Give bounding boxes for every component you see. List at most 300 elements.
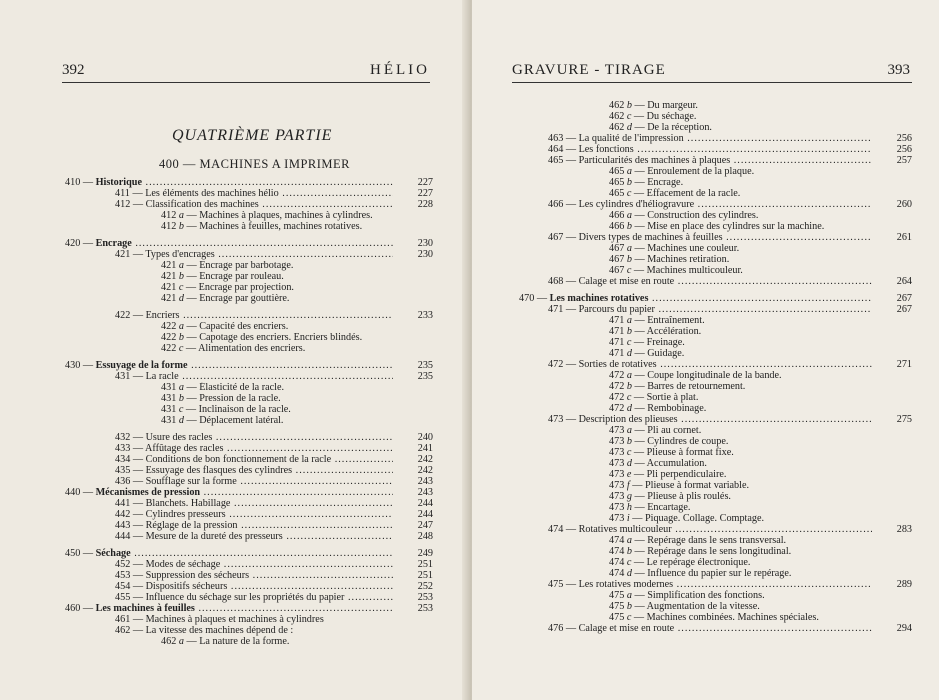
toc-entry-page: 289 (896, 579, 912, 590)
toc-entry-code: 444 (115, 531, 133, 542)
toc-entry (60, 271, 433, 282)
toc-entry-text: 460 — Les machines à feuilles ..... (65, 603, 393, 614)
right-page (472, 0, 939, 700)
toc-entry-label: Essuyage de la forme (95, 360, 188, 371)
toc-entry-sub: f (626, 480, 633, 491)
toc-entry (548, 326, 912, 337)
toc-entry-label: Les éléments des machines hélio (145, 188, 279, 199)
toc-entry-label: Plieuse à plis roulés. (647, 491, 731, 502)
toc-entry-text: 441 — Blanchets. Habillage ..... (115, 498, 393, 509)
toc-entry-code: 472 (609, 392, 627, 403)
toc-entry-page: 247 (417, 520, 433, 531)
toc-entry-text: 431 a — Élasticité de la racle. (161, 382, 285, 393)
toc-entry-page: 235 (417, 360, 433, 371)
toc-entry (548, 425, 912, 436)
toc-entry-text: 474 b — Repérage dans le sens longitudinal. (609, 546, 792, 557)
toc-entry-text: 467 c — Machines multicouleur. (609, 265, 743, 276)
toc-entry-text: 467 a — Machines une couleur. (609, 243, 740, 254)
toc-entry-sub: a (626, 210, 635, 221)
toc-entry-page: 251 (417, 559, 433, 570)
toc-entry-page: 233 (417, 310, 433, 321)
toc-entry-label: Machines à plaques et machines à cylindres (145, 614, 324, 625)
toc-entry-text: 421 b — Encrage par rouleau. (161, 271, 284, 282)
toc-entry-code: 465 (609, 166, 627, 177)
toc-entry-code: 475 (609, 601, 627, 612)
toc-entry-text: 421 c — Encrage par projection. (161, 282, 294, 293)
toc-entry-sub: b (626, 326, 635, 337)
toc-entry-sub: b (626, 381, 635, 392)
toc-entry-sub: c (626, 392, 634, 403)
toc-entry (548, 524, 912, 535)
toc-entry-code: 472 (609, 370, 627, 381)
toc-entry (548, 436, 912, 447)
toc-entry-page: 267 (896, 293, 912, 304)
toc-entry-sub: b (626, 254, 635, 265)
toc-entry-sub: b (626, 601, 635, 612)
toc-entry-label: Alimentation des encriers. (198, 343, 306, 354)
toc-entry-code: 420 (65, 238, 83, 249)
toc-entry-label: Accélération. (646, 326, 702, 337)
toc-entry-code: 454 (115, 581, 133, 592)
toc-entry-page: 253 (417, 592, 433, 603)
toc-entry-code: 462 (161, 636, 179, 647)
toc-entry-code: 436 (115, 476, 133, 487)
toc-entry-code: 473 (609, 436, 627, 447)
toc-entry-code: 467 (609, 243, 627, 254)
toc-entry-code: 412 (161, 210, 179, 221)
toc-entry-text: 466 b — Mise en place des cylindres sur la machine. (609, 221, 825, 232)
toc-entry-sub: b (178, 332, 187, 343)
toc-entry-label: Divers types de machines à feuilles (578, 232, 723, 243)
toc-entry-sub: b (178, 393, 187, 404)
toc-entry-sub: a (178, 260, 187, 271)
toc-entry-page: 253 (417, 603, 433, 614)
toc-entry-code: 410 (65, 177, 83, 188)
toc-entry-text: 431 d — Déplacement latéral. (161, 415, 284, 426)
toc-entry-label: Affûtage des racles (145, 443, 224, 454)
toc-entry-code: 462 (609, 111, 627, 122)
toc-entry (60, 371, 433, 382)
toc-entry (60, 454, 433, 465)
toc-entry-sub: c (626, 612, 634, 623)
toc-entry (60, 509, 433, 520)
toc-entry-text: 435 — Essuyage des flasques des cylindres ..... (115, 465, 393, 476)
toc-entry-sub: b (626, 221, 635, 232)
toc-entry-text: 431 — La racle ..... (115, 371, 393, 382)
toc-entry-sub: g (626, 491, 635, 502)
toc-entry-text: 466 a — Construction des cylindres. (609, 210, 759, 221)
toc-entry (548, 502, 912, 513)
toc-entry-label: Inclinaison de la racle. (198, 404, 291, 415)
toc-entry-text: 465 — Particularités des machines à plaques ..... (548, 155, 872, 166)
toc-entry-code: 442 (115, 509, 133, 520)
toc-entry-label: Conditions de bon fonctionnement de la racle (145, 454, 332, 465)
toc-entry-sub: a (626, 535, 635, 546)
toc-entry-page: 249 (417, 548, 433, 559)
toc-entry-page: 243 (417, 487, 433, 498)
toc-entry-label: Suppression des sécheurs (145, 570, 250, 581)
toc-entry-page: 283 (896, 524, 912, 535)
toc-entry-label: Parcours du papier (578, 304, 655, 315)
toc-entry-label: Machines combinées. Machines spéciales. (646, 612, 819, 623)
toc-entry (60, 238, 433, 249)
toc-entry-text: 422 — Encriers ..... (115, 310, 393, 321)
toc-entry-text: 422 b — Capotage des encriers. Encriers blindés. (161, 332, 363, 343)
toc-entry-label: Pli perpendiculaire. (646, 469, 727, 480)
toc-entry (60, 310, 433, 321)
toc-entry-code: 412 (161, 221, 179, 232)
toc-entry-label: Machines multicouleur. (646, 265, 743, 276)
toc-entry-code: 466 (548, 199, 566, 210)
toc-entry-text: 472 b — Barres de retournement. (609, 381, 746, 392)
toc-entry-label: La qualité de l'impression (578, 133, 684, 144)
toc-entry-sub: c (626, 557, 634, 568)
toc-entry (548, 612, 912, 623)
toc-entry-code: 471 (609, 315, 627, 326)
toc-entry-code: 430 (65, 360, 83, 371)
toc-entry-text: 440 — Mécanismes de pression ..... (65, 487, 393, 498)
toc-entry (60, 177, 433, 188)
toc-entry-text: 453 — Suppression des sécheurs ..... (115, 570, 393, 581)
toc-entry (60, 293, 433, 304)
toc-entry-label: Les fonctions (578, 144, 634, 155)
toc-entry-text: 472 c — Sortie à plat. (609, 392, 699, 403)
toc-entry (60, 531, 433, 542)
toc-entry-sub: a (626, 590, 635, 601)
toc-entry-label: Le repérage électronique. (646, 557, 751, 568)
toc-entry-text: 420 — Encrage ..... (65, 238, 393, 249)
toc-entry-page: 242 (417, 465, 433, 476)
toc-entry-code: 463 (548, 133, 566, 144)
toc-entry-code: 476 (548, 623, 566, 634)
toc-entry (60, 188, 433, 199)
toc-entry-label: Les rotatives modernes (578, 579, 674, 590)
toc-entry (548, 491, 912, 502)
toc-entry-code: 440 (65, 487, 83, 498)
toc-entry (548, 166, 912, 177)
toc-entry-label: Mise en place des cylindres sur la machine. (647, 221, 825, 232)
toc-entry-label: Pression de la racle. (199, 393, 281, 404)
toc-entry-label: Repérage dans le sens longitudinal. (647, 546, 792, 557)
toc-entry-label: Cylindres presseurs (145, 509, 226, 520)
toc-entry-page: 251 (417, 570, 433, 581)
toc-entry-code: 422 (161, 332, 179, 343)
toc-entry-label: Accumulation. (646, 458, 707, 469)
toc-entry (548, 122, 912, 133)
toc-entry (548, 513, 912, 524)
toc-entry-label: Classification des machines (145, 199, 259, 210)
toc-entry-text: 473 a — Pli au cornet. (609, 425, 702, 436)
toc-entry-code: 422 (161, 321, 179, 332)
toc-entry (548, 557, 912, 568)
toc-entry-label: Piquage. Collage. Comptage. (644, 513, 765, 524)
toc-entry-text: 473 e — Pli perpendiculaire. (609, 469, 727, 480)
toc-entry (60, 570, 433, 581)
toc-entry-label: Essuyage des flasques des cylindres (145, 465, 293, 476)
toc-entry-label: Pli au cornet. (647, 425, 702, 436)
toc-entry-code: 472 (548, 359, 566, 370)
toc-entry (548, 155, 912, 166)
toc-entry (548, 480, 912, 491)
toc-entry-label: Particularités des machines à plaques (578, 155, 731, 166)
toc-entry-sub: a (626, 315, 635, 326)
toc-entry (548, 458, 912, 469)
toc-entry-text: 410 — Historique ..... (65, 177, 393, 188)
toc-entry-label: Influence du papier sur le repérage. (647, 568, 792, 579)
toc-entry-code: 421 (161, 282, 179, 293)
toc-entry-code: 472 (609, 403, 627, 414)
toc-entry-code: 443 (115, 520, 133, 531)
left-running-header (62, 62, 430, 83)
toc-entry-text: 462 b — Du margeur. (609, 100, 698, 111)
toc-entry-text: 422 c — Alimentation des encriers. (161, 343, 306, 354)
toc-entry-text: 444 — Mesure de la dureté des presseurs ..... (115, 531, 393, 542)
toc-entry-code: 467 (609, 254, 627, 265)
toc-entry-text: 434 — Conditions de bon fonctionnement de la racle ..... (115, 454, 393, 465)
toc-entry-label: Sorties de rotatives (578, 359, 657, 370)
toc-entry-code: 431 (115, 371, 133, 382)
toc-entry (60, 498, 433, 509)
toc-entry-sub: a (178, 321, 187, 332)
toc-entry-label: Guidage. (647, 348, 685, 359)
toc-entry-code: 475 (609, 612, 627, 623)
left-page-number: 392 (62, 62, 85, 78)
toc-entry (60, 603, 433, 614)
toc-entry-code: 462 (609, 100, 627, 111)
toc-entry-label: Description des plieuses (578, 414, 678, 425)
toc-entry-code: 473 (609, 447, 627, 458)
toc-entry-label: Séchage (95, 548, 131, 559)
toc-entry (548, 111, 912, 122)
toc-entry-code: 431 (161, 393, 179, 404)
toc-entry-label: La vitesse des machines dépend de : (145, 625, 294, 636)
toc-entry-text: 411 — Les éléments des machines hélio ..... (115, 188, 393, 199)
toc-entry-code: 434 (115, 454, 133, 465)
toc-entry-label: Encriers (145, 310, 180, 321)
toc-entry-page: 241 (417, 443, 433, 454)
toc-entry (548, 447, 912, 458)
toc-entry-label: Blanchets. Habillage (145, 498, 231, 509)
left-toc-list (60, 177, 433, 647)
toc-entry-code: 431 (161, 382, 179, 393)
toc-entry-text: 462 d — De la réception. (609, 122, 712, 133)
toc-entry-code: 474 (548, 524, 566, 535)
toc-entry-text: 473 i — Piquage. Collage. Comptage. (609, 513, 765, 524)
toc-entry (548, 232, 912, 243)
toc-entry-label: Les machines rotatives (549, 293, 649, 304)
toc-entry-code: 472 (609, 381, 627, 392)
toc-entry-text: 471 b — Accélération. (609, 326, 702, 337)
toc-entry-label: Repérage dans le sens transversal. (647, 535, 787, 546)
toc-entry-page: 294 (896, 623, 912, 634)
toc-entry-text: 472 a — Coupe longitudinale de la bande. (609, 370, 782, 381)
toc-entry-page: 243 (417, 476, 433, 487)
toc-entry-code: 475 (548, 579, 566, 590)
toc-entry-text: 471 d — Guidage. (609, 348, 685, 359)
toc-entry-label: Historique (95, 177, 142, 188)
toc-entry-text: 473 f — Plieuse à format variable. (609, 480, 750, 491)
toc-entry-code: 452 (115, 559, 133, 570)
toc-entry-code: 471 (609, 348, 627, 359)
toc-entry-code: 471 (609, 337, 627, 348)
toc-entry (548, 381, 912, 392)
toc-entry-page: 240 (417, 432, 433, 443)
toc-entry-sub: d (626, 568, 635, 579)
toc-entry-text: 473 g — Plieuse à plis roulés. (609, 491, 731, 502)
toc-entry-label: Rotatives multicouleur (578, 524, 672, 535)
toc-entry-page: 256 (896, 133, 912, 144)
toc-entry-label: Encrage par projection. (198, 282, 294, 293)
right-running-title: GRAVURE - TIRAGE (512, 62, 666, 78)
toc-entry (60, 199, 433, 210)
toc-entry (60, 210, 433, 221)
toc-entry-code: 473 (609, 425, 627, 436)
toc-entry-code: 435 (115, 465, 133, 476)
toc-entry-text: 473 c — Plieuse à format fixe. (609, 447, 734, 458)
toc-entry-text: 421 d — Encrage par gouttière. (161, 293, 290, 304)
toc-entry-label: De la réception. (647, 122, 712, 133)
toc-entry (548, 188, 912, 199)
right-running-header (512, 62, 912, 83)
toc-entry-label: Déplacement latéral. (199, 415, 284, 426)
toc-entry-text: 472 d — Rembobinage. (609, 403, 707, 414)
toc-entry-text: 467 b — Machines retiration. (609, 254, 730, 265)
toc-entry-text: 471 c — Freinage. (609, 337, 685, 348)
toc-entry-code: 421 (115, 249, 133, 260)
toc-entry-label: Capacité des encriers. (199, 321, 289, 332)
toc-entry-code: 462 (609, 122, 627, 133)
toc-entry-code: 422 (161, 343, 179, 354)
toc-entry-label: Calage et mise en route (578, 623, 675, 634)
toc-entry (60, 321, 433, 332)
toc-entry (60, 487, 433, 498)
toc-entry (548, 568, 912, 579)
toc-entry (548, 546, 912, 557)
toc-entry-sub: d (626, 348, 635, 359)
toc-entry-text: 442 — Cylindres presseurs ..... (115, 509, 393, 520)
toc-entry-text: 465 c — Effacement de la racle. (609, 188, 741, 199)
part-title: QUATRIÈME PARTIE (172, 127, 333, 144)
toc-entry-text: 475 — Les rotatives modernes ..... (548, 579, 872, 590)
toc-entry (548, 370, 912, 381)
toc-entry-text: 463 — La qualité de l'impression ..... (548, 133, 872, 144)
toc-entry (548, 469, 912, 480)
toc-entry-code: 431 (161, 415, 179, 426)
toc-entry-code: 470 (519, 293, 537, 304)
toc-entry-sub: b (626, 100, 635, 111)
toc-entry-label: Construction des cylindres. (647, 210, 759, 221)
toc-entry-sub: b (626, 177, 635, 188)
toc-entry (548, 590, 912, 601)
toc-entry-label: Capotage des encriers. Encriers blindés. (199, 332, 363, 343)
toc-entry-label: Élasticité de la racle. (199, 382, 285, 393)
toc-entry (60, 548, 433, 559)
toc-entry-sub: c (626, 337, 634, 348)
toc-entry-page: 267 (896, 304, 912, 315)
toc-entry-sub: c (626, 111, 634, 122)
toc-entry (548, 601, 912, 612)
toc-entry-sub: h (626, 502, 635, 513)
toc-entry-label: Augmentation de la vitesse. (646, 601, 760, 612)
toc-entry (548, 276, 912, 287)
toc-entry-code: 473 (609, 458, 627, 469)
toc-entry (548, 133, 912, 144)
toc-entry-page: 230 (417, 238, 433, 249)
toc-entry-page: 260 (896, 199, 912, 210)
section-title: 400 — MACHINES A IMPRIMER (159, 157, 350, 171)
toc-entry-text: 466 — Les cylindres d'héliogravure ..... (548, 199, 872, 210)
toc-entry-text: 430 — Essuyage de la forme ..... (65, 360, 393, 371)
toc-entry (548, 304, 912, 315)
toc-entry-code: 422 (115, 310, 133, 321)
toc-entry-text: 475 a — Simplification des fonctions. (609, 590, 765, 601)
toc-entry-text: 465 a — Enroulement de la plaque. (609, 166, 755, 177)
toc-entry-label: Plieuse à format variable. (644, 480, 750, 491)
toc-entry (60, 404, 433, 415)
toc-entry (60, 221, 433, 232)
toc-entry (548, 265, 912, 276)
toc-entry-label: Dispositifs sécheurs (145, 581, 228, 592)
toc-entry (548, 221, 912, 232)
toc-entry (548, 199, 912, 210)
toc-entry-sub: a (626, 243, 635, 254)
toc-entry-label: Machines à plaques, machines à cylindres. (199, 210, 373, 221)
toc-entry (548, 100, 912, 111)
toc-entry (548, 392, 912, 403)
toc-entry-label: Simplification des fonctions. (647, 590, 765, 601)
toc-entry-code: 460 (65, 603, 83, 614)
toc-entry (548, 623, 912, 634)
toc-entry (548, 414, 912, 425)
toc-entry-text: 412 b — Machines à feuilles, machines rotatives. (161, 221, 363, 232)
toc-entry-code: 465 (609, 188, 627, 199)
toc-entry (60, 443, 433, 454)
toc-entry-label: Usure des racles (145, 432, 213, 443)
toc-entry-sub: d (178, 415, 187, 426)
toc-entry-text: 473 d — Accumulation. (609, 458, 707, 469)
toc-entry-sub: a (626, 425, 635, 436)
toc-entry-text: 472 — Sorties de rotatives ..... (548, 359, 872, 370)
toc-entry-code: 431 (161, 404, 179, 415)
toc-entry-code: 466 (609, 210, 627, 221)
toc-entry (548, 348, 912, 359)
toc-entry-text: 471 — Parcours du papier ..... (548, 304, 872, 315)
toc-entry-label: Enroulement de la plaque. (647, 166, 755, 177)
toc-entry-page: 261 (896, 232, 912, 243)
toc-entry-code: 421 (161, 271, 179, 282)
toc-entry-page: 227 (417, 177, 433, 188)
toc-entry (60, 393, 433, 404)
toc-entry-sub: b (178, 271, 187, 282)
toc-entry-text: 473 h — Encartage. (609, 502, 691, 513)
toc-entry-code: 464 (548, 144, 566, 155)
toc-entry-code: 467 (609, 265, 627, 276)
toc-entry-text: 467 — Divers types de machines à feuilles ..... (548, 232, 872, 243)
toc-entry (548, 177, 912, 188)
toc-entry-code: 465 (609, 177, 627, 188)
toc-entry-sub: a (178, 636, 187, 647)
toc-entry-text: 432 — Usure des racles ..... (115, 432, 393, 443)
toc-entry-code: 471 (548, 304, 566, 315)
toc-entry-label: Coupe longitudinale de la bande. (647, 370, 782, 381)
toc-entry-text: 474 c — Le repérage électronique. (609, 557, 751, 568)
toc-entry (60, 360, 433, 371)
toc-entry-text: 421 a — Encrage par barbotage. (161, 260, 294, 271)
toc-entry-sub: d (626, 403, 635, 414)
toc-entry-sub: e (626, 469, 634, 480)
toc-entry-page: 235 (417, 371, 433, 382)
toc-entry-sub: c (178, 404, 186, 415)
